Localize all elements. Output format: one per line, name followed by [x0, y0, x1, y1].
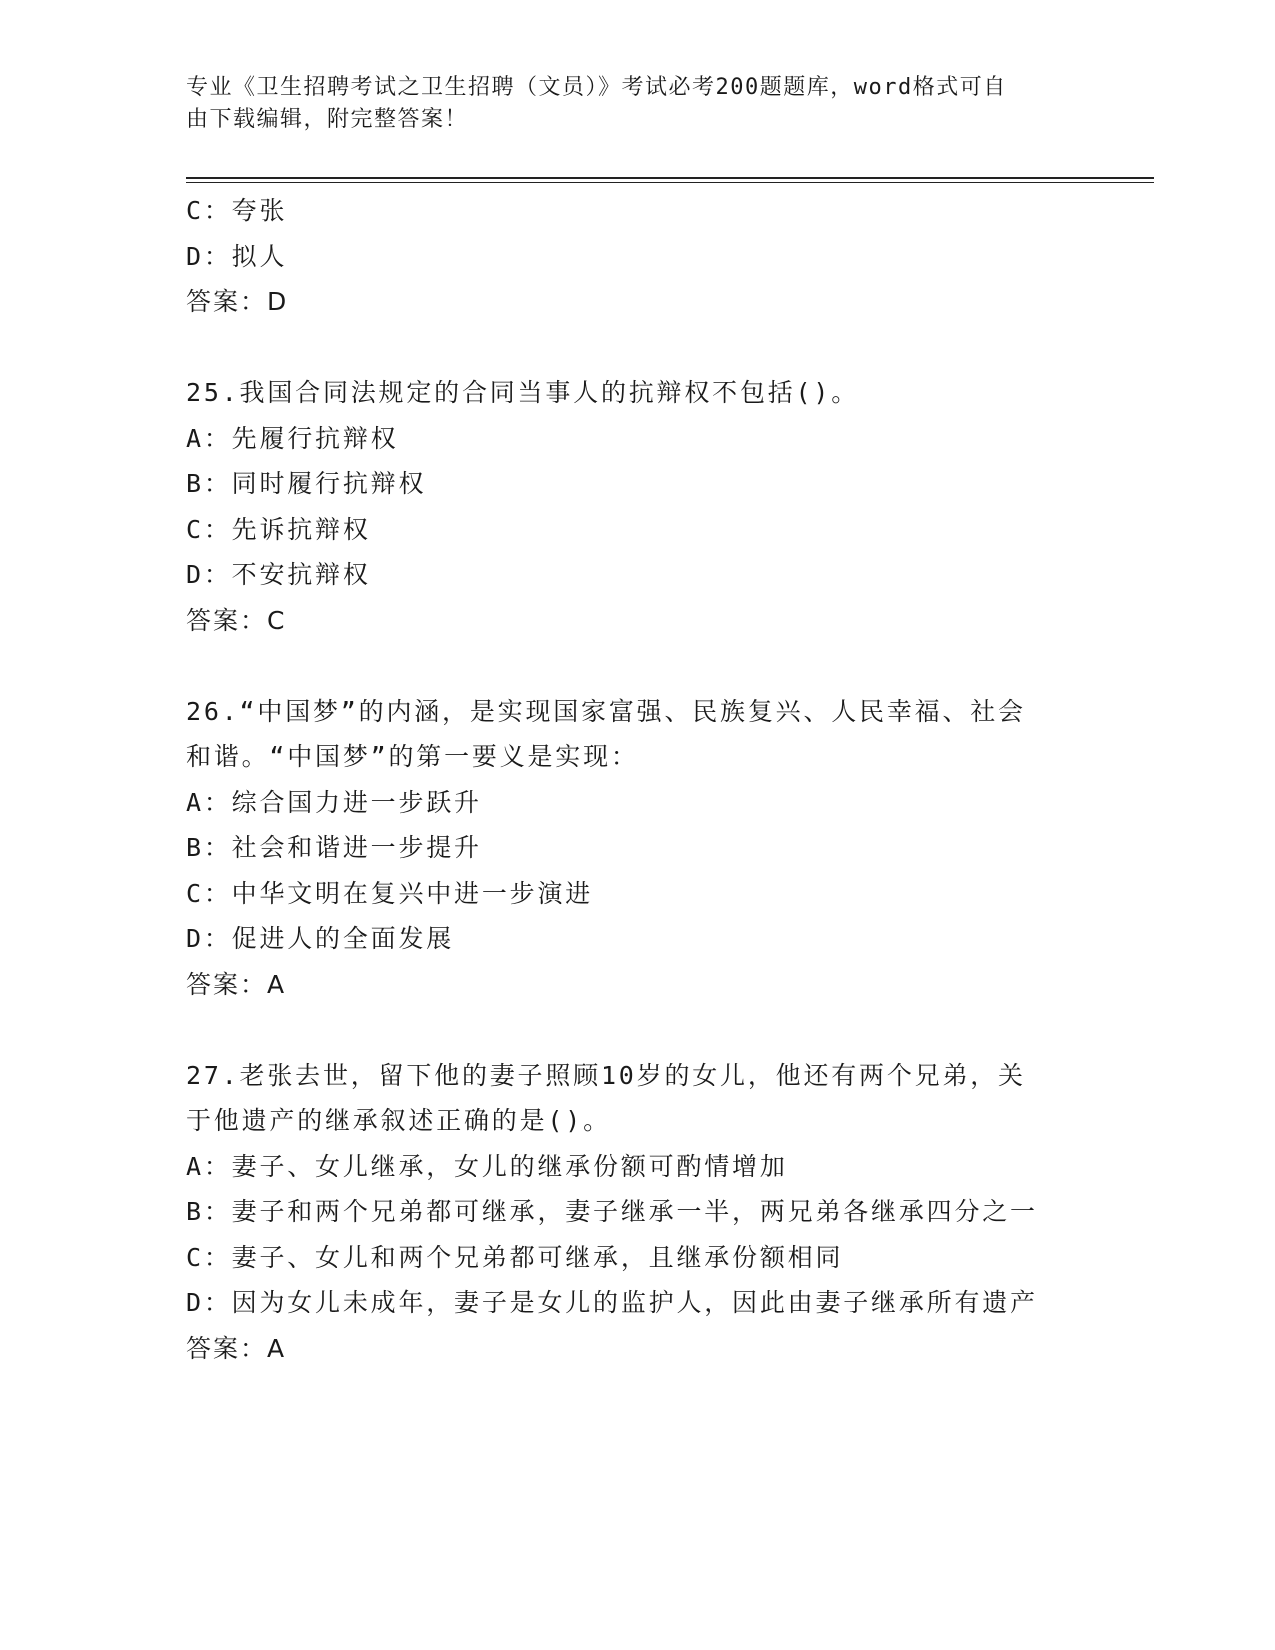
spacer [186, 644, 1086, 689]
answer: 答案：A [186, 969, 287, 999]
answer: 答案：C [186, 605, 287, 635]
header-title-line-2: 由下载编辑，附完整答案！ [186, 107, 469, 132]
option-d: D：不安抗辩权 [186, 560, 371, 589]
option-d: D：促进人的全面发展 [186, 924, 455, 953]
question-24-tail [186, 188, 1086, 325]
header-divider-thick [186, 177, 1154, 179]
question-25 [186, 370, 1086, 644]
option-c: C：妻子、女儿和两个兄弟都可继承，且继承份额相同 [186, 1242, 844, 1272]
option-c: C：中华文明在复兴中进一步演进 [186, 878, 594, 908]
option-c: C：先诉抗辩权 [186, 514, 371, 544]
question-stem-line-1: 26.“中国梦”的内涵，是实现国家富强、民族复兴、人民幸福、社会 [186, 696, 1026, 726]
document-header [186, 72, 1066, 136]
question-26 [186, 689, 1086, 1008]
option-a: A：先履行抗辩权 [186, 423, 399, 453]
question-stem-line-2: 和谐。“中国梦”的第一要义是实现： [186, 742, 639, 771]
option-c: C：夸张 [186, 196, 288, 225]
option-b: B：社会和谐进一步提升 [186, 833, 482, 862]
spacer [186, 1008, 1086, 1053]
option-d: D：拟人 [186, 241, 288, 271]
header-divider-thin [186, 182, 1154, 183]
option-a: A：综合国力进一步跃升 [186, 787, 482, 817]
question-27 [186, 1053, 1086, 1372]
option-d: D：因为女儿未成年，妻子是女儿的监护人，因此由妻子继承所有遗产 [186, 1288, 1038, 1317]
question-stem-line-1: 27.老张去世，留下他的妻子照顾10岁的女儿，他还有两个兄弟，关 [186, 1060, 1026, 1090]
question-stem-line-2: 于他遗产的继承叙述正确的是()。 [186, 1106, 611, 1135]
spacer [186, 325, 1086, 370]
option-b: B：同时履行抗辩权 [186, 469, 427, 498]
option-a: A：妻子、女儿继承，女儿的继承份额可酌情增加 [186, 1151, 788, 1181]
answer: 答案：A [186, 1333, 287, 1363]
option-b: B：妻子和两个兄弟都可继承，妻子继承一半，两兄弟各继承四分之一 [186, 1197, 1038, 1226]
question-stem: 25.我国合同法规定的合同当事人的抗辩权不包括()。 [186, 378, 860, 407]
header-title-line-1: 专业《卫生招聘考试之卫生招聘（文员）》考试必考200题题库，word格式可自 [186, 75, 1007, 100]
question-list [186, 188, 1086, 1372]
answer: 答案：D [186, 287, 289, 316]
